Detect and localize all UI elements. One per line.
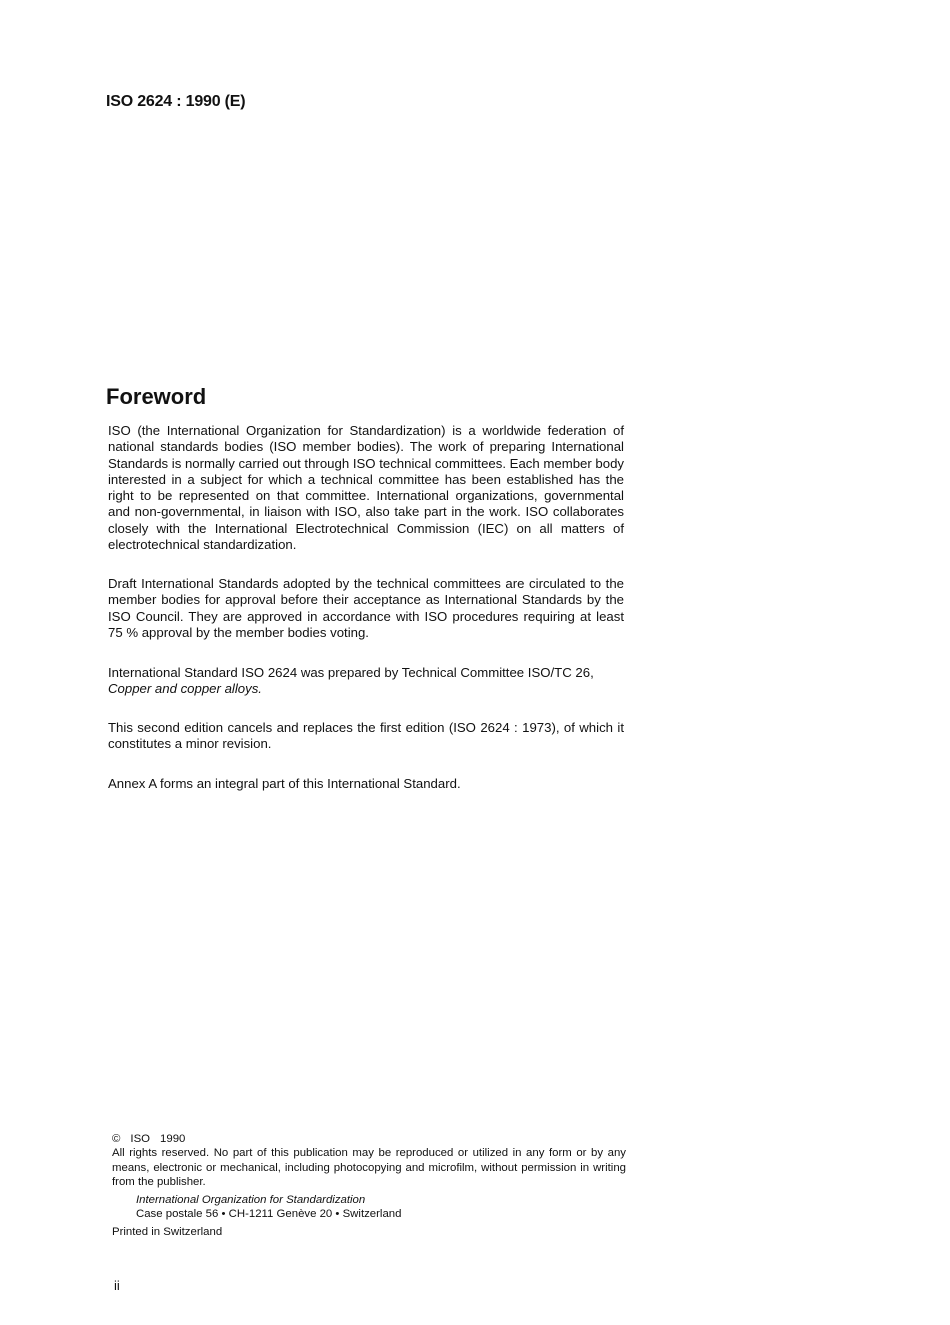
foreword-title: Foreword	[106, 384, 207, 409]
standard-code: ISO 2624 : 1990 (E)	[106, 93, 246, 110]
page-number: ii	[114, 1278, 120, 1293]
foreword-paragraph-2: Draft International Standards adopted by the technical committees are circulated to the member bodies for approval before their acceptance as International Standards by the ISO Council. They are approved in accordance with ISO procedures requiring at least 75 % approval by the member bodies voting.	[108, 576, 624, 640]
foreword-paragraph-3	[108, 665, 624, 698]
committee-subject: Copper and copper alloys.	[108, 681, 262, 697]
copyright-block	[112, 1132, 626, 1240]
foreword-paragraph-4: This second edition cancels and replaces the first edition (ISO 2624 : 1973), of which it constitutes a minor revision.	[108, 720, 624, 752]
foreword-paragraph-5: Annex A forms an integral part of this International Standard.	[108, 776, 461, 791]
copyright-line	[112, 1132, 626, 1146]
copyright-owner: ISO	[130, 1133, 151, 1145]
foreword-paragraph-1: ISO (the International Organization for Standardization) is a worldwide federation of national standards bodies (ISO member bodies). The work of preparing International Standards is normally carried out through ISO technical committees. Each member body interested in a subject for which a technical committee has been established has the right to be represented on that committee. International organizations, governmental and non-governmental, in liaison with ISO, also take part in the work. ISO collaborates closely with the International Electrotechnical Commission (IEC) on all matters of electrotechnical standardization.	[108, 423, 625, 553]
publisher-name: International Organization for Standardization	[136, 1193, 366, 1206]
publisher-address-block	[136, 1193, 626, 1222]
publisher-address: Case postale 56 • CH-1211 Genève 20 • Switzerland	[136, 1208, 402, 1221]
rights-statement: All rights reserved. No part of this publication may be reproduced or utilized in any form or by any means, electronic or mechanical, including photocopying and microfilm, without permission in writing from the publisher.	[112, 1147, 626, 1189]
copyright-year: 1990	[160, 1133, 186, 1145]
copyright-symbol: ©	[112, 1133, 121, 1145]
committee-text: International Standard ISO 2624 was prepared by Technical Committee ISO/TC 26,	[108, 665, 594, 680]
printed-in: Printed in Switzerland	[112, 1226, 223, 1239]
